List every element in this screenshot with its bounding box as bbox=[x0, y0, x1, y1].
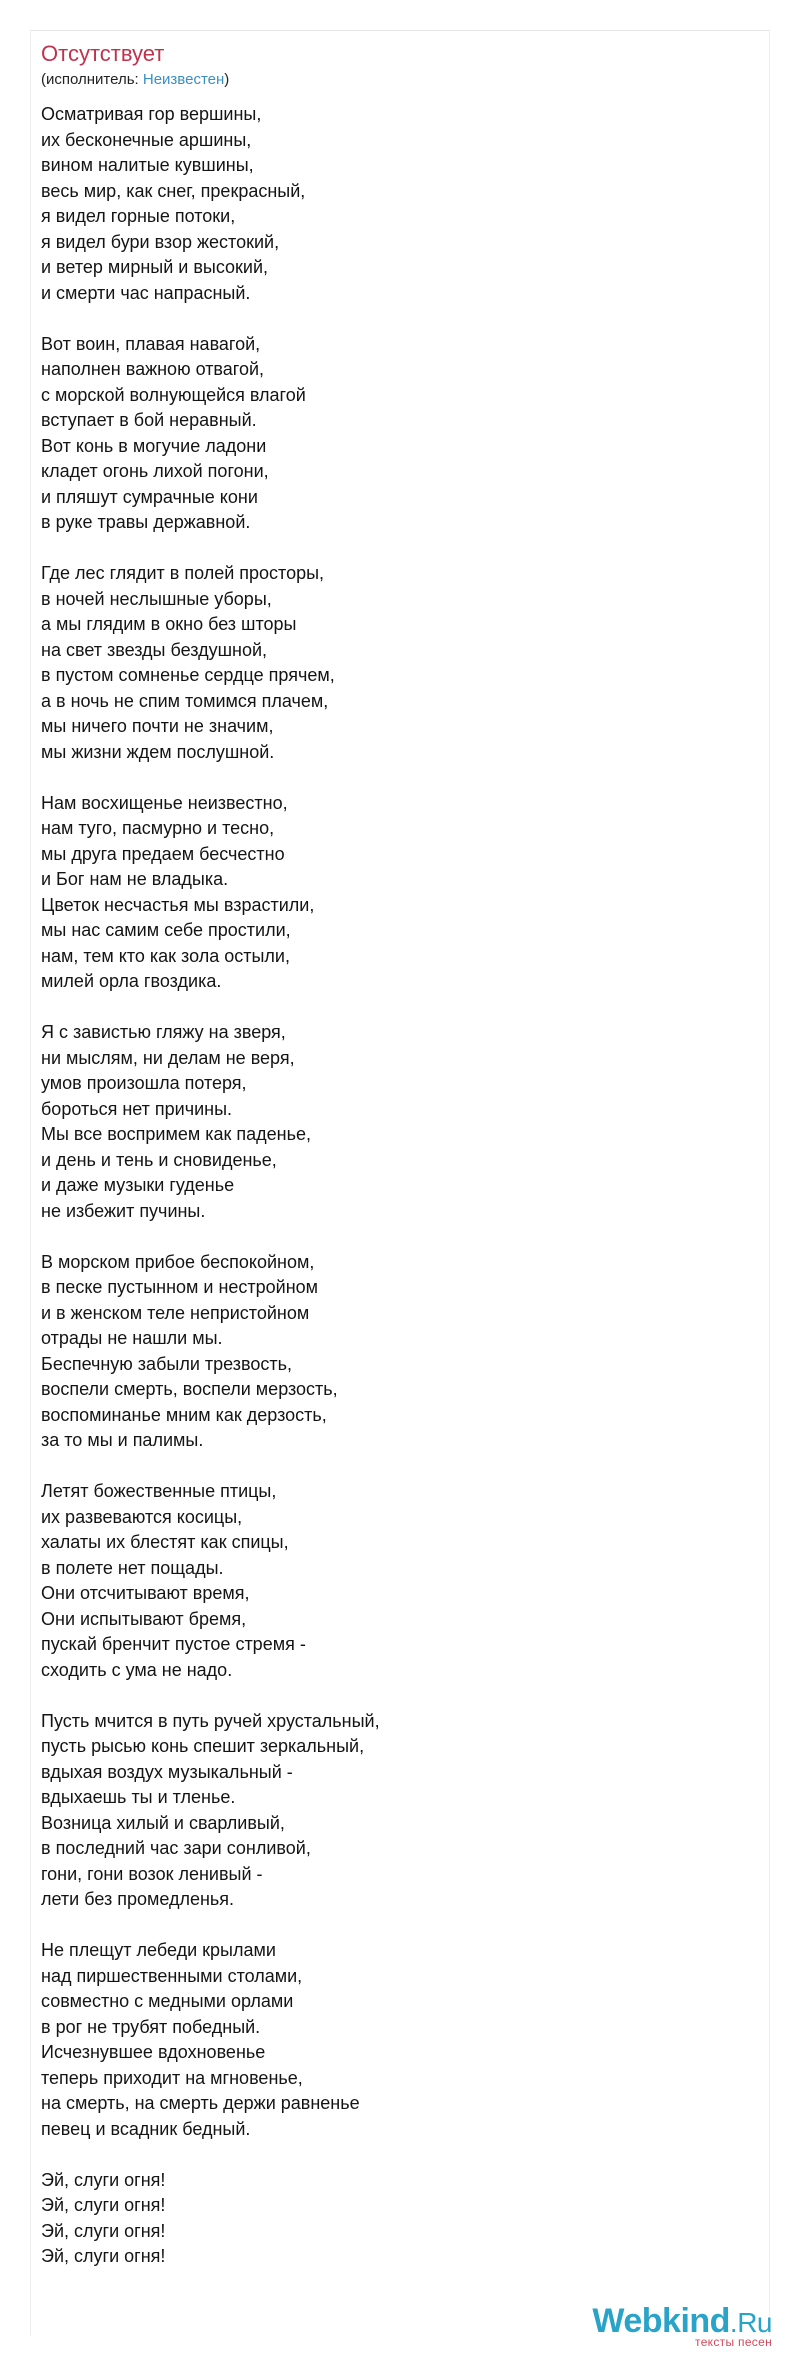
lyric-line: сходить с ума не надо. bbox=[41, 1659, 233, 1680]
lyric-line: теперь приходит на мгновенье, bbox=[41, 2067, 303, 2088]
lyric-line: наполнен важною отвагой, bbox=[41, 359, 265, 379]
song-title: Отсутствует bbox=[41, 41, 165, 66]
lyric-line: я видел горные потоки, bbox=[41, 206, 236, 226]
lyric-line: Пусть мчится в путь ручей хрустальный, bbox=[41, 1710, 380, 1731]
lyric-line: милей орла гвоздика. bbox=[41, 971, 222, 991]
lyric-line: певец и всадник бедный. bbox=[41, 2118, 251, 2139]
lyric-line: халаты их блестят как спицы, bbox=[41, 1532, 289, 1552]
artist-prefix: (исполнитель: bbox=[41, 71, 143, 88]
lyric-line: в ночей неслышные уборы, bbox=[41, 588, 272, 609]
lyric-line: лети без промедленья. bbox=[41, 1889, 235, 1909]
lyric-line: мы нас самим себе простили, bbox=[41, 920, 291, 940]
lyric-line: вдыхая воздух музыкальный - bbox=[41, 1761, 293, 1782]
lyric-line: Эй, слуги огня! bbox=[41, 2246, 166, 2266]
lyric-line: вином налитые кувшины, bbox=[41, 155, 254, 175]
lyric-line: вступает в бой неравный. bbox=[41, 410, 257, 430]
lyric-line: В морском прибое беспокойном, bbox=[41, 1251, 315, 1272]
lyric-line: Возница хилый и сварливый, bbox=[41, 1812, 285, 1833]
lyric-line: Беспечную забыли трезвость, bbox=[41, 1353, 292, 1374]
lyric-line: бороться нет причины. bbox=[41, 1098, 233, 1119]
lyrics-stanza bbox=[41, 791, 741, 995]
lyric-line: отрады не нашли мы. bbox=[41, 1328, 223, 1348]
lyric-line: а мы глядим в окно без шторы bbox=[41, 614, 297, 634]
lyric-line: Вот конь в могучие ладони bbox=[41, 435, 267, 456]
lyric-line: мы друга предаем бесчестно bbox=[41, 843, 285, 864]
lyric-line: и пляшут сумрачные кони bbox=[41, 486, 258, 507]
lyric-line: вдыхаешь ты и тленье. bbox=[41, 1787, 236, 1807]
lyrics-body bbox=[41, 102, 741, 2295]
lyric-line: и в женском теле непристойном bbox=[41, 1302, 310, 1323]
lyric-line: в полете нет пощады. bbox=[41, 1557, 224, 1578]
lyric-line: кладет огонь лихой погони, bbox=[41, 461, 269, 481]
lyric-line: совместно с медными орлами bbox=[41, 1991, 294, 2011]
lyric-line: Вот воин, плавая навагой, bbox=[41, 333, 261, 354]
lyric-line: за то мы и палимы. bbox=[41, 1430, 204, 1450]
lyric-line: над пиршественными столами, bbox=[41, 1965, 303, 1986]
lyric-line: Осматривая гор вершины, bbox=[41, 104, 262, 124]
lyric-line: и ветер мирный и высокий, bbox=[41, 257, 269, 277]
lyric-line: а в ночь не спим томимся плачем, bbox=[41, 690, 329, 711]
lyric-line: Эй, слуги огня! bbox=[41, 2169, 166, 2190]
artist-link[interactable]: Неизвестен bbox=[142, 71, 225, 88]
lyric-line: в пустом сомненье сердце прячем, bbox=[41, 665, 335, 685]
lyric-line: я видел бури взор жестокий, bbox=[41, 231, 280, 252]
lyric-line: нам, тем кто как зола остыли, bbox=[41, 945, 290, 966]
lyric-line: нам туго, пасмурно и тесно, bbox=[41, 818, 275, 838]
lyric-line: Цветок несчастья мы взрастили, bbox=[41, 894, 315, 915]
lyrics-stanza bbox=[41, 102, 741, 306]
lyric-line: в последний час зари сонливой, bbox=[41, 1838, 311, 1858]
logo-tld: .Ru bbox=[729, 2307, 772, 2338]
lyrics-stanza bbox=[41, 332, 741, 536]
lyric-line: Эй, слуги огня! bbox=[41, 2220, 166, 2241]
lyric-line: Исчезнувшее вдохновенье bbox=[41, 2042, 266, 2062]
lyric-line: воспоминанье мним как дерзость, bbox=[41, 1404, 327, 1425]
lyrics-stanza bbox=[41, 1250, 741, 1454]
lyric-line: и Бог нам не владыка. bbox=[41, 869, 229, 889]
lyric-line: не избежит пучины. bbox=[41, 1200, 206, 1221]
lyric-line: и даже музыки гуденье bbox=[41, 1175, 235, 1195]
lyrics-stanza bbox=[41, 1709, 741, 1913]
lyric-line: умов произошла потеря, bbox=[41, 1073, 247, 1093]
lyric-line: Мы все воспримем как паденье, bbox=[41, 1124, 312, 1144]
lyric-line: в руке травы державной. bbox=[41, 512, 251, 532]
lyric-line: пусть рысью конь спешит зеркальный, bbox=[41, 1736, 365, 1756]
lyric-line: их бесконечные аршины, bbox=[41, 129, 252, 150]
lyric-line: и смерти час напрасный. bbox=[41, 282, 251, 303]
song-artist-line bbox=[41, 70, 229, 90]
lyric-line: Я с завистью гляжу на зверя, bbox=[41, 1022, 286, 1042]
lyric-line: Где лес глядит в полей просторы, bbox=[41, 563, 325, 583]
lyric-line: с морской волнующейся влагой bbox=[41, 384, 306, 405]
lyric-line: Не плещут лебеди крылами bbox=[41, 1940, 276, 1960]
lyrics-stanza bbox=[41, 1938, 741, 2142]
lyric-line: Они испытывают бремя, bbox=[41, 1608, 247, 1629]
lyric-line: пускай бренчит пустое стремя - bbox=[41, 1634, 306, 1654]
lyric-line: в рог не трубят победный. bbox=[41, 2016, 261, 2037]
lyric-line: ни мыслям, ни делам не веря, bbox=[41, 1047, 295, 1068]
logo-name: Webkind bbox=[592, 2302, 730, 2340]
lyrics-stanza bbox=[41, 1479, 741, 1683]
lyric-line: гони, гони возок ленивый - bbox=[41, 1863, 263, 1884]
lyric-line: и день и тень и сновиденье, bbox=[41, 1149, 277, 1170]
lyric-line: их развеваются косицы, bbox=[41, 1506, 243, 1527]
lyrics-stanza bbox=[41, 2168, 741, 2270]
lyric-line: Эй, слуги огня! bbox=[41, 2195, 166, 2215]
lyric-line: Летят божественные птицы, bbox=[41, 1481, 277, 1501]
lyric-line: весь мир, как снег, прекрасный, bbox=[41, 180, 306, 201]
lyric-line: Они отсчитывают время, bbox=[41, 1583, 250, 1603]
lyrics-stanza bbox=[41, 1020, 741, 1224]
lyric-line: Нам восхищенье неизвестно, bbox=[41, 792, 288, 813]
lyric-line: на смерть, на смерть держи равненье bbox=[41, 2093, 360, 2113]
logo-tagline: тексты песен bbox=[695, 2335, 772, 2349]
lyric-line: в песке пустынном и нестройном bbox=[41, 1277, 319, 1297]
lyric-line: мы ничего почти не значим, bbox=[41, 716, 274, 736]
lyric-line: воспели смерть, воспели мерзость, bbox=[41, 1379, 338, 1399]
lyric-line: на свет звезды бездушной, bbox=[41, 639, 268, 660]
lyric-line: мы жизни ждем послушной. bbox=[41, 741, 275, 762]
artist-suffix: ) bbox=[224, 71, 230, 88]
lyrics-stanza bbox=[41, 561, 741, 765]
site-logo[interactable] bbox=[592, 2304, 772, 2348]
